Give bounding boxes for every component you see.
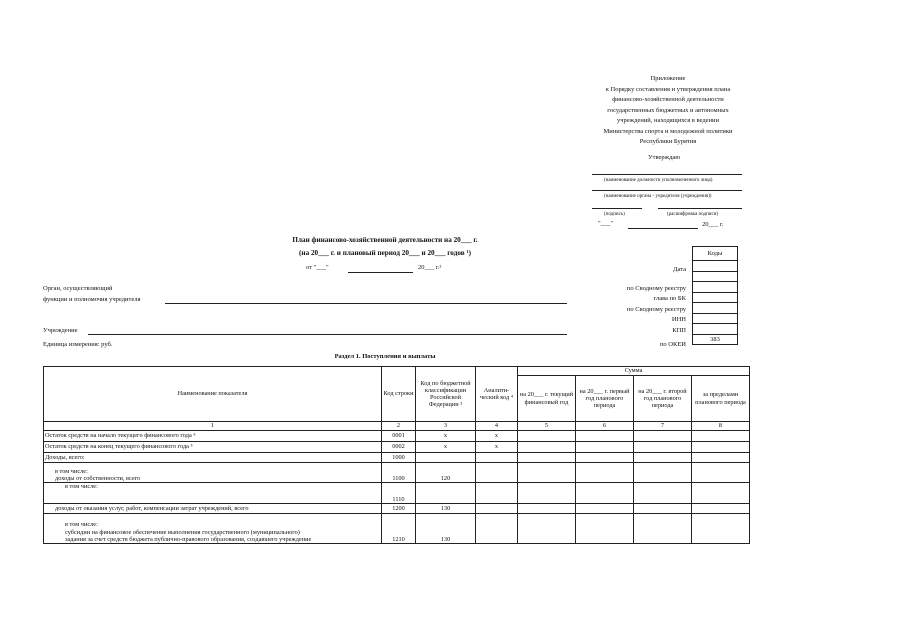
appendix-line: Министерства спорта и молодежной политики xyxy=(603,127,733,135)
header-name: Наименование показателя xyxy=(44,367,382,422)
row-sum-cell[interactable] xyxy=(634,463,692,483)
organ-caption: (наименование органа - учредителя (учреждения)) xyxy=(604,194,712,199)
header-year1: на 20___ г. текущий финансовый год xyxy=(518,376,576,422)
code-label-inn: ИНН xyxy=(671,316,686,323)
row-code: 1110 xyxy=(382,483,416,504)
organ-label-line2: функции и полномочия учредителя xyxy=(43,296,141,303)
row-analytic: х xyxy=(476,431,518,442)
row-sum-cell[interactable] xyxy=(634,453,692,463)
row-name: в том числе: xyxy=(44,483,382,504)
row-budget-code: 130 xyxy=(416,504,476,514)
header-budget-code: Код по бюджетной классификации Российской Федерации ³ xyxy=(416,367,476,422)
code-cell-date[interactable] xyxy=(693,261,738,272)
approval-date: "___" xyxy=(598,220,614,227)
appendix-line: Приложение xyxy=(650,75,686,82)
appendix-line: учреждений, находящихся в ведении xyxy=(617,117,719,124)
code-label-registry: по Сводному реестру xyxy=(626,285,686,292)
plan-date-year: 20___ г.² xyxy=(418,264,442,271)
row-analytic xyxy=(476,483,518,504)
row-sum-cell[interactable] xyxy=(692,431,750,442)
code-cell-chapter[interactable] xyxy=(693,292,738,303)
appendix-line: к Порядку составления и утверждения плана xyxy=(605,85,731,93)
header-year2: на 20___ г. первый год планового периода xyxy=(576,376,634,422)
organ-label-line1: Орган, осуществляющий xyxy=(43,285,113,292)
row-sum-cell[interactable] xyxy=(634,431,692,442)
row-name: в том числе: доходы от собственности, всего xyxy=(44,463,382,483)
appendix-line: Республики Бурятия xyxy=(639,138,697,145)
table-row xyxy=(44,504,750,514)
code-label-chapter: глава по БК xyxy=(653,295,686,302)
row-sum-cell[interactable] xyxy=(576,453,634,463)
row-sum-cell[interactable] xyxy=(692,514,750,544)
code-label-registry2: по Сводному реестру xyxy=(626,306,686,313)
codes-table xyxy=(692,246,738,345)
row-sum-cell[interactable] xyxy=(576,504,634,514)
row-sum-cell[interactable] xyxy=(576,483,634,504)
row-code: 1100 xyxy=(382,463,416,483)
row-sum-cell[interactable] xyxy=(576,442,634,453)
header-sum: Сумма xyxy=(518,367,750,376)
code-label-date: Дата xyxy=(673,266,686,273)
row-code: 0001 xyxy=(382,431,416,442)
approval-title: Утверждаю xyxy=(648,154,681,161)
row-sum-cell[interactable] xyxy=(518,453,576,463)
plan-title-line2: (на 20___ г. и плановый период 20___ и 20___ годов ¹) xyxy=(299,249,471,257)
col-number: 1 xyxy=(44,422,382,431)
row-budget-code: х xyxy=(416,431,476,442)
appendix-line: государственных бюджетных и автономных xyxy=(607,106,729,114)
row-analytic xyxy=(476,453,518,463)
codes-header: Коды xyxy=(693,247,738,261)
table-row xyxy=(44,514,750,544)
row-code: 0002 xyxy=(382,442,416,453)
header-code: Код строки xyxy=(382,367,416,422)
decoding-caption: (расшифровка подписи) xyxy=(667,212,719,217)
row-code: 1000 xyxy=(382,453,416,463)
code-cell-okei: 383 xyxy=(693,334,738,345)
row-sum-cell[interactable] xyxy=(634,514,692,544)
code-label-okei: по ОКЕИ xyxy=(659,341,686,348)
appendix-block xyxy=(588,74,748,148)
appendix-line: финансово-хозяйственной деятельности xyxy=(612,96,724,103)
row-analytic xyxy=(476,463,518,483)
signature-line[interactable] xyxy=(592,208,642,209)
row-name: Доходы, всего: xyxy=(44,453,382,463)
row-name: Остаток средств на конец текущего финансового года ⁵ xyxy=(44,442,382,453)
col-number: 2 xyxy=(382,422,416,431)
row-code: 1210 xyxy=(382,514,416,544)
institution-label: Учреждение xyxy=(43,327,78,334)
position-caption: (наименование должности уполномоченного лица) xyxy=(604,178,713,183)
main-table xyxy=(43,366,750,544)
code-cell-registry[interactable] xyxy=(693,282,738,293)
organ-line[interactable] xyxy=(592,190,742,191)
row-budget-code: х xyxy=(416,442,476,453)
table-row xyxy=(44,431,750,442)
section-title: Раздел 1. Поступления и выплаты xyxy=(334,353,436,360)
row-code: 1200 xyxy=(382,504,416,514)
row-budget-code xyxy=(416,453,476,463)
row-sum-cell[interactable] xyxy=(576,463,634,483)
row-name: доходы от оказания услуг, работ, компенсации затрат учреждений, всего xyxy=(44,504,382,514)
row-name: Остаток средств на начало текущего финансового года ⁵ xyxy=(44,431,382,442)
col-number: 6 xyxy=(576,422,634,431)
col-number: 8 xyxy=(692,422,750,431)
position-line[interactable] xyxy=(592,174,742,175)
table-row xyxy=(44,483,750,504)
plan-date-from: от "___" xyxy=(306,264,329,271)
row-sum-cell[interactable] xyxy=(518,514,576,544)
approval-date-year: 20___ г. xyxy=(702,221,724,228)
code-cell-blank[interactable] xyxy=(693,271,738,282)
plan-title-line1: План финансово-хозяйственной деятельности на 20___ г. xyxy=(292,236,478,244)
row-sum-cell[interactable] xyxy=(518,431,576,442)
row-sum-cell[interactable] xyxy=(576,431,634,442)
column-number-row xyxy=(44,422,750,431)
row-sum-cell[interactable] xyxy=(692,442,750,453)
signature-caption: (подпись) xyxy=(604,212,625,217)
row-name: в том числе: субсидии на финансовое обеспечение выполнения государственного (муниципального) задания за счет средств бюджета публично-правового образования, создавшего учреждение xyxy=(44,514,382,544)
table-row xyxy=(44,463,750,483)
row-budget-code: 120 xyxy=(416,463,476,483)
row-analytic xyxy=(476,504,518,514)
row-sum-cell[interactable] xyxy=(692,453,750,463)
row-sum-cell[interactable] xyxy=(692,483,750,504)
col-number: 3 xyxy=(416,422,476,431)
code-cell-inn[interactable] xyxy=(693,313,738,324)
col-number: 7 xyxy=(634,422,692,431)
row-sum-cell[interactable] xyxy=(518,504,576,514)
row-sum-cell[interactable] xyxy=(692,504,750,514)
row-sum-cell[interactable] xyxy=(634,442,692,453)
table-row xyxy=(44,442,750,453)
col-number: 4 xyxy=(476,422,518,431)
decoding-line[interactable] xyxy=(658,208,742,209)
row-budget-code xyxy=(416,483,476,504)
row-budget-code: 130 xyxy=(416,514,476,544)
unit-label: Единица измерения: руб. xyxy=(43,341,113,348)
col-number: 5 xyxy=(518,422,576,431)
row-sum-cell[interactable] xyxy=(634,504,692,514)
row-sum-cell[interactable] xyxy=(634,483,692,504)
header-beyond: за пределами планового периода xyxy=(692,376,750,422)
row-analytic: х xyxy=(476,442,518,453)
institution-field[interactable] xyxy=(88,334,567,335)
plan-month-line[interactable] xyxy=(348,272,413,273)
header-year3: на 20___ г. второй год планового периода xyxy=(634,376,692,422)
approval-month-line[interactable] xyxy=(628,228,698,229)
row-sum-cell[interactable] xyxy=(692,463,750,483)
table-row xyxy=(44,453,750,463)
organ-field[interactable] xyxy=(165,303,567,304)
row-sum-cell[interactable] xyxy=(518,442,576,453)
row-sum-cell[interactable] xyxy=(576,514,634,544)
row-sum-cell[interactable] xyxy=(518,463,576,483)
row-sum-cell[interactable] xyxy=(518,483,576,504)
header-analytic: Аналити-ческий код ⁴ xyxy=(476,367,518,422)
code-label-kpp: КПП xyxy=(672,327,686,334)
row-analytic xyxy=(476,514,518,544)
code-cell-kpp[interactable] xyxy=(693,324,738,335)
code-cell-registry2[interactable] xyxy=(693,303,738,314)
